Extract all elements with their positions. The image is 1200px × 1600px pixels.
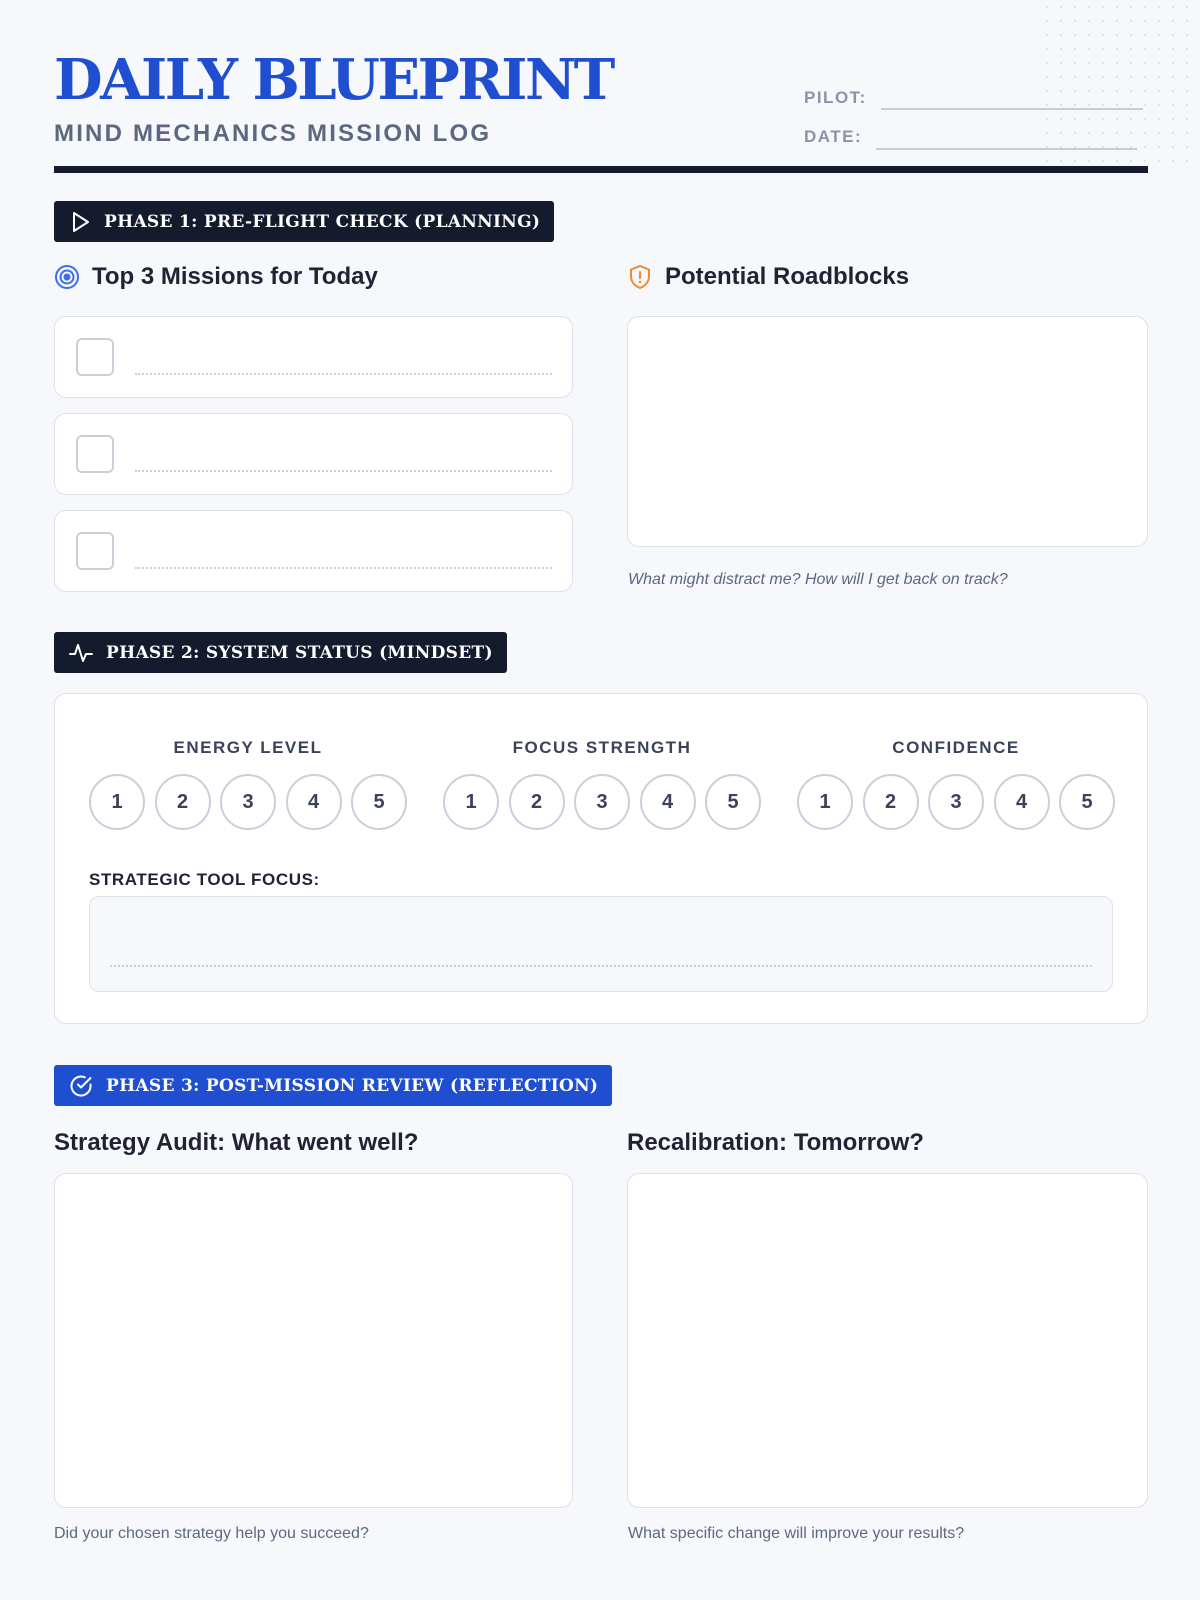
tool-focus-label: STRATEGIC TOOL FOCUS: — [89, 870, 320, 889]
recalibration-hint: What specific change will improve your results? — [628, 1525, 965, 1542]
mission-item-3 — [54, 510, 573, 592]
energy-label: ENERGY LEVEL — [173, 738, 323, 757]
rating-option[interactable]: 3 — [574, 774, 630, 830]
audit-box[interactable] — [54, 1173, 573, 1508]
phase2-banner — [54, 632, 507, 673]
decorative-dot-grid — [1040, 0, 1200, 170]
missions-heading-text: Top 3 Missions for Today — [92, 263, 378, 290]
rating-option[interactable]: 3 — [220, 774, 276, 830]
rating-option[interactable]: 2 — [863, 774, 919, 830]
roadblocks-heading — [627, 263, 909, 291]
rating-option[interactable]: 5 — [351, 774, 407, 830]
date-field[interactable] — [876, 148, 1137, 150]
tool-focus-line — [110, 965, 1092, 967]
check-circle-icon — [68, 1073, 94, 1099]
target-icon — [54, 264, 80, 290]
energy-scale — [89, 774, 407, 830]
roadblocks-heading-text: Potential Roadblocks — [665, 263, 910, 290]
phase3-banner — [54, 1065, 612, 1106]
recalibration-box[interactable] — [627, 1173, 1148, 1508]
phase1-banner — [54, 201, 554, 242]
rating-option[interactable]: 2 — [509, 774, 565, 830]
roadblocks-hint: What might distract me? How will I get back on track? — [628, 571, 1008, 588]
rating-option[interactable]: 1 — [443, 774, 499, 830]
mission-item-1 — [54, 316, 573, 398]
rating-option[interactable]: 5 — [1059, 774, 1115, 830]
audit-hint: Did your chosen strategy help you succeed? — [54, 1525, 369, 1542]
mindset-panel — [54, 693, 1148, 1024]
audit-heading: Strategy Audit: What went well? — [54, 1129, 419, 1156]
rating-option[interactable]: 4 — [286, 774, 342, 830]
pulse-icon — [68, 641, 94, 665]
roadblocks-box[interactable] — [627, 316, 1148, 547]
confidence-label: CONFIDENCE — [892, 738, 1020, 757]
mission-line-1[interactable] — [135, 373, 552, 375]
date-label: DATE: — [804, 127, 863, 146]
mission-checkbox-2[interactable] — [76, 435, 114, 473]
page-subtitle: MIND MECHANICS MISSION LOG — [54, 120, 492, 147]
play-icon — [68, 210, 92, 234]
mission-checkbox-3[interactable] — [76, 532, 114, 570]
phase3-label: PHASE 3: POST-MISSION REVIEW (REFLECTION) — [106, 1075, 599, 1096]
focus-scale — [443, 774, 761, 830]
page-title: DAILY BLUEPRINT — [54, 47, 613, 113]
energy-rating — [89, 738, 407, 830]
rating-option[interactable]: 1 — [797, 774, 853, 830]
rating-option[interactable]: 3 — [928, 774, 984, 830]
focus-label: FOCUS STRENGTH — [512, 738, 692, 757]
pilot-label: PILOT: — [804, 88, 867, 107]
rating-option[interactable]: 4 — [994, 774, 1050, 830]
rating-option[interactable]: 2 — [155, 774, 211, 830]
mission-line-2[interactable] — [135, 470, 552, 472]
rating-option[interactable]: 4 — [640, 774, 696, 830]
mission-item-2 — [54, 413, 573, 495]
shield-alert-icon — [627, 264, 653, 290]
rating-option[interactable]: 5 — [705, 774, 761, 830]
focus-rating — [443, 738, 761, 830]
phase2-label: PHASE 2: SYSTEM STATUS (MINDSET) — [106, 642, 493, 663]
header-divider — [54, 166, 1148, 173]
rating-option[interactable]: 1 — [89, 774, 145, 830]
mission-line-3[interactable] — [135, 567, 552, 569]
mission-checkbox-1[interactable] — [76, 338, 114, 376]
phase1-label: PHASE 1: PRE-FLIGHT CHECK (PLANNING) — [104, 211, 541, 232]
confidence-scale — [797, 774, 1115, 830]
pilot-field[interactable] — [881, 108, 1143, 110]
confidence-rating — [797, 738, 1115, 830]
recalibration-heading: Recalibration: Tomorrow? — [627, 1129, 924, 1156]
tool-focus-field[interactable] — [89, 896, 1113, 992]
missions-heading — [54, 263, 378, 291]
